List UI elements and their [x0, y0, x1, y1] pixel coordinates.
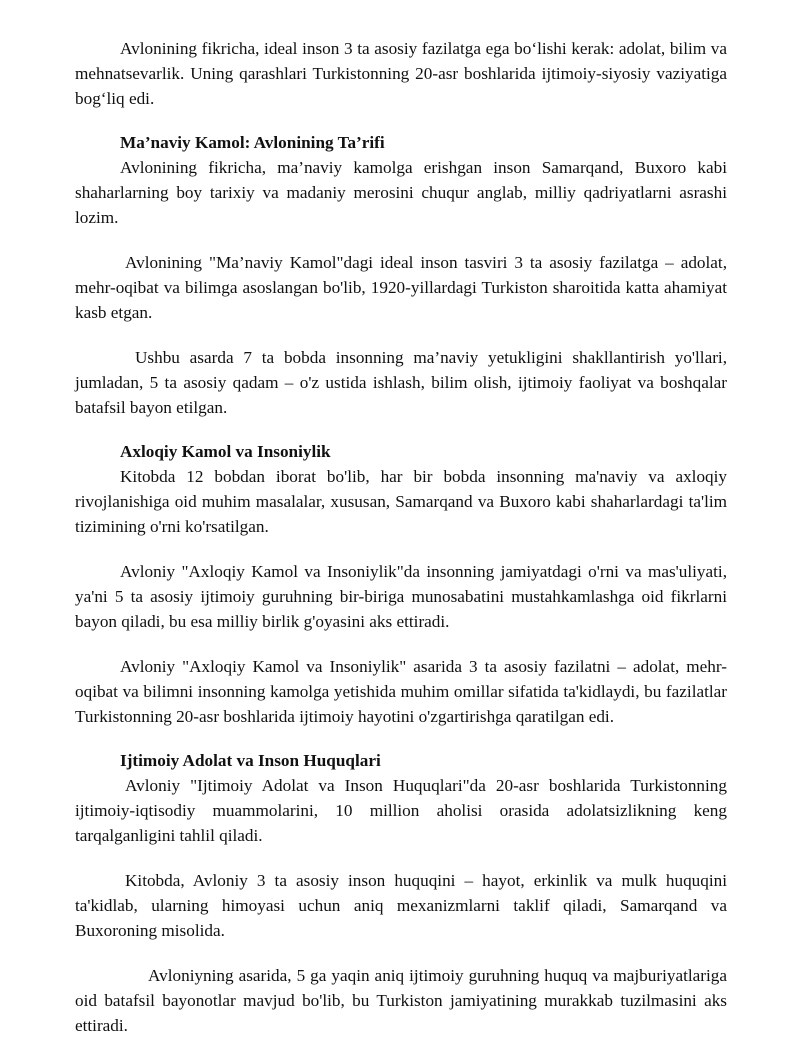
paragraph: Avloniy "Axloqiy Kamol va Insoniylik" asarida 3 ta asosiy fazilatni – adolat, mehr-oqibat va bilimni insonning kamolga yetishida muhim omillar sifatida ta'kidlaydi, bu fazilatlar Turkistonning 20-asr boshlarida ijtimoiy hayotini o'zgartirishga qaratilgan edi. — [75, 657, 727, 726]
paragraph: Avloniyning asarida, 5 ga yaqin aniq ijtimoiy guruhning huquq va majburiyatlariga oid batafsil bayonotlar mavjud bo'lib, bu Turkiston jamiyatining murakkab tuzilmasini aks ettiradi. — [75, 966, 727, 1035]
paragraph: Kitobda 12 bobdan iborat bo'lib, har bir bobda insonning ma'naviy va axloqiy rivojlanishiga oid muhim masalalar, xususan, Samarqand va Buxoro kabi shaharlardagi ta'lim tizimining o'rni ko'rsatilgan. — [75, 467, 727, 536]
section-heading: Ijtimoiy Adolat va Inson Huquqlari — [120, 751, 381, 770]
paragraph: Avlonining fikricha, ma’naviy kamolga erishgan inson Samarqand, Buxoro kabi shaharlarning boy tarixiy va madaniy merosini chuqur anglab, milliy qadriyatlarni asrashi lozim. — [75, 158, 727, 227]
section-heading: Ma’naviy Kamol: Avlonining Ta’rifi — [120, 133, 385, 152]
section-heading: Axloqiy Kamol va Insoniylik — [120, 442, 331, 461]
paragraph: Avloniy "Axloqiy Kamol va Insoniylik"da insonning jamiyatdagi o'rni va mas'uliyati, ya'ni 5 ta asosiy ijtimoiy guruhning bir-biriga munosabatini mustahkamlashga oid fikrlarni bayon qiladi, bu esa milliy birlik g'oyasini aks ettiradi. — [75, 562, 727, 631]
paragraph: Kitobda, Avloniy 3 ta asosiy inson huquqini – hayot, erkinlik va mulk huquqini ta'kidlab, ularning himoyasi uchun aniq mexanizmlarni taklif qiladi, Samarqand va Buxoroning misolida. — [75, 871, 727, 940]
document-page — [75, 36, 727, 1038]
paragraph: Avloniy "Ijtimoiy Adolat va Inson Huquqlari"da 20-asr boshlarida Turkistonning ijtimoiy-iqtisodiy muammolarini, 10 million aholisi orasida adolatsizlikning keng tarqalganligini tahlil qiladi. — [75, 776, 727, 845]
paragraph: Avlonining "Ma’naviy Kamol"dagi ideal inson tasviri 3 ta asosiy fazilatga – adolat, mehr-oqibat va bilimga asoslangan bo'lib, 1920-yillardagi Turkiston sharoitida katta ahamiyat kasb etgan. — [75, 253, 727, 322]
paragraph: Ushbu asarda 7 ta bobda insonning ma’naviy yetukligini shakllantirish yo'llari, jumladan, 5 ta asosiy qadam – o'z ustida ishlash, bilim olish, ijtimoiy faoliyat va boshqalar batafsil bayon etilgan. — [75, 348, 727, 417]
paragraph: Avlonining fikricha, ideal inson 3 ta asosiy fazilatga ega bo‘lishi kerak: adolat, bilim va mehnatsevarlik. Uning qarashlari Turkistonning 20-asr boshlarida ijtimoiy-siyosiy vaziyatiga bog‘liq edi. — [75, 39, 727, 108]
